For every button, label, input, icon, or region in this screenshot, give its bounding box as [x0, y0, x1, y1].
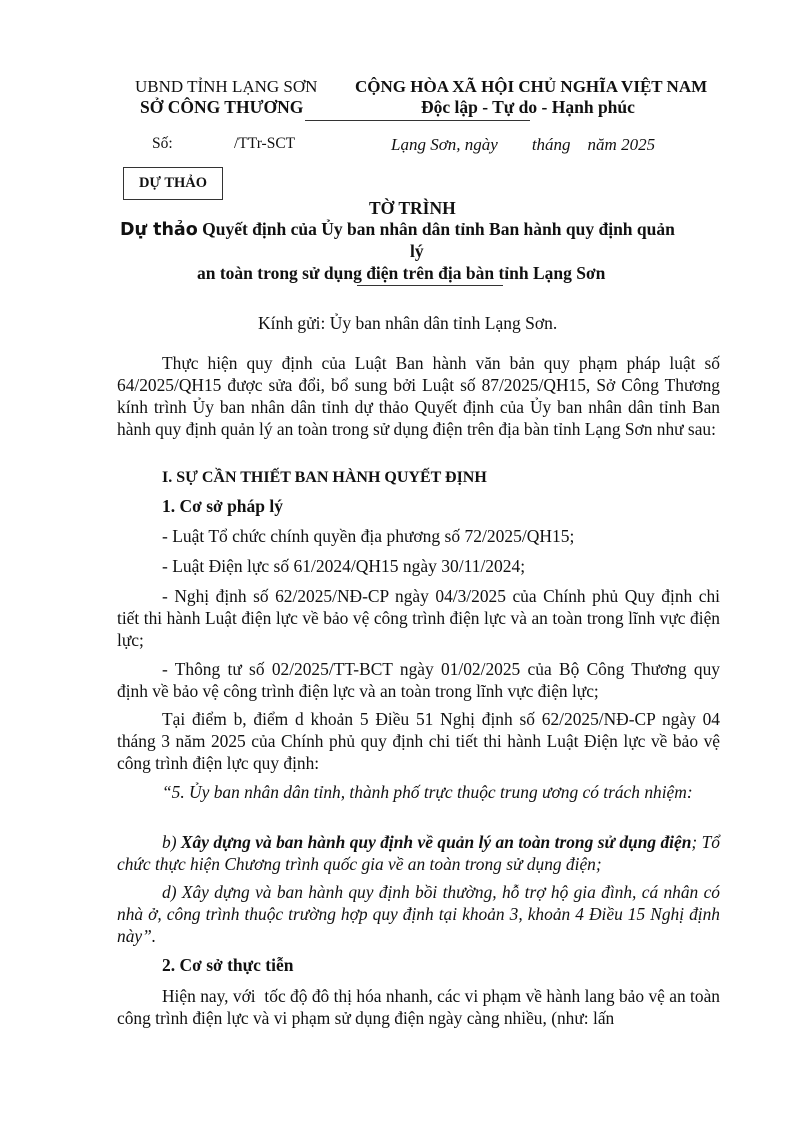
draft-prefix: Dự thảo [120, 220, 198, 240]
quote-point-d: d) Xây dựng và ban hành quy định bồi thường, hỗ trợ hộ gia đình, cá nhân có nhà ở, công trình thuộc trường hợp quy định tại khoản 3, khoản 4 Điều 15 Nghị định này”. [117, 882, 720, 946]
intro-paragraph: Thực hiện quy định của Luật Ban hành văn bản quy phạm pháp luật số 64/2025/QH15 được sửa đổi, bổ sung bởi Luật số 87/2025/QH15, Sở Công Thương kính trình Ủy ban nhân dân tỉnh dự thảo Quyết định của Ủy ban nhân dân tỉnh Ban hành quy định quản lý an toàn trong sử dụng điện trên địa bàn tỉnh Lạng Sơn như sau: [117, 353, 720, 439]
country-name: CỘNG HÒA XÃ HỘI CHỦ NGHĨA VIỆT NAM [355, 77, 708, 96]
document-subject-line2: lý [410, 241, 424, 261]
quote-b-rest: ; Tổ chức thực hiện Chương trình quốc gia về an toàn trong sử dụng điện; [117, 832, 720, 874]
department-name: SỞ CÔNG THƯƠNG [140, 97, 304, 117]
recipient-line: Kính gửi: Ủy ban nhân dân tỉnh Lạng Sơn. [258, 313, 558, 333]
draft-box: DỰ THẢO [123, 167, 223, 200]
document-subject-line3: an toàn trong sử dụng điện trên địa bàn tỉnh Lạng Sơn [197, 263, 606, 283]
subheading-practical-basis: 2. Cơ sở thực tiễn [162, 955, 294, 975]
law-item-3: - Nghị định số 62/2025/NĐ-CP ngày 04/3/2025 của Chính phủ Quy định chi tiết thi hành Luật điện lực về bảo vệ công trình điện lực và an toàn trong lĩnh vực điện lực; [117, 586, 720, 650]
section-heading-necessity: I. SỰ CẦN THIẾT BAN HÀNH QUYẾT ĐỊNH [162, 469, 487, 486]
document-number-suffix: /TTr-SCT [234, 135, 296, 152]
national-motto: Độc lập - Tự do - Hạnh phúc [421, 97, 635, 117]
document-subject-line1 [120, 219, 675, 240]
subject-text: Quyết định của Ủy ban nhân dân tỉnh Ban hành quy định quản [197, 219, 675, 239]
agency-name: UBND TỈNH LẠNG SƠN [135, 77, 318, 96]
title-divider-line [357, 285, 503, 286]
quote-clause-5: “5. Ủy ban nhân dân tỉnh, thành phố trực thuộc trung ương có trách nhiệm: [162, 782, 693, 802]
quote-b-lead: b) [162, 832, 181, 852]
practical-basis-paragraph: Hiện nay, với tốc độ đô thị hóa nhanh, các vi phạm về hành lang bảo vệ an toàn công trình điện lực và vi phạm sử dụng điện ngày càng nhiều, (như: lấn [117, 986, 725, 1028]
subheading-legal-basis: 1. Cơ sở pháp lý [162, 496, 284, 516]
law-item-1: - Luật Tổ chức chính quyền địa phương số 72/2025/QH15; [162, 526, 575, 546]
quote-b-bold: Xây dựng và ban hành quy định về quản lý an toàn trong sử dụng điện [180, 832, 692, 852]
document-number-label: Số: [152, 135, 173, 152]
place-date: Lạng Sơn, ngày tháng năm 2025 [391, 135, 656, 154]
document-type-title: TỜ TRÌNH [369, 198, 456, 218]
quote-point-b [117, 831, 720, 875]
header-divider-line [305, 120, 530, 121]
legal-point-paragraph: Tại điểm b, điểm d khoản 5 Điều 51 Nghị định số 62/2025/NĐ-CP ngày 04 tháng 3 năm 2025 của Chính phủ quy định chi tiết thi hành Luật Điện lực về bảo vệ công trình điện lực quy định: [117, 709, 720, 773]
law-item-2: - Luật Điện lực số 61/2024/QH15 ngày 30/11/2024; [162, 556, 526, 576]
law-item-4: - Thông tư số 02/2025/TT-BCT ngày 01/02/2025 của Bộ Công Thương quy định về bảo vệ công trình điện lực và an toàn trong lĩnh vực điện lực; [117, 659, 720, 701]
